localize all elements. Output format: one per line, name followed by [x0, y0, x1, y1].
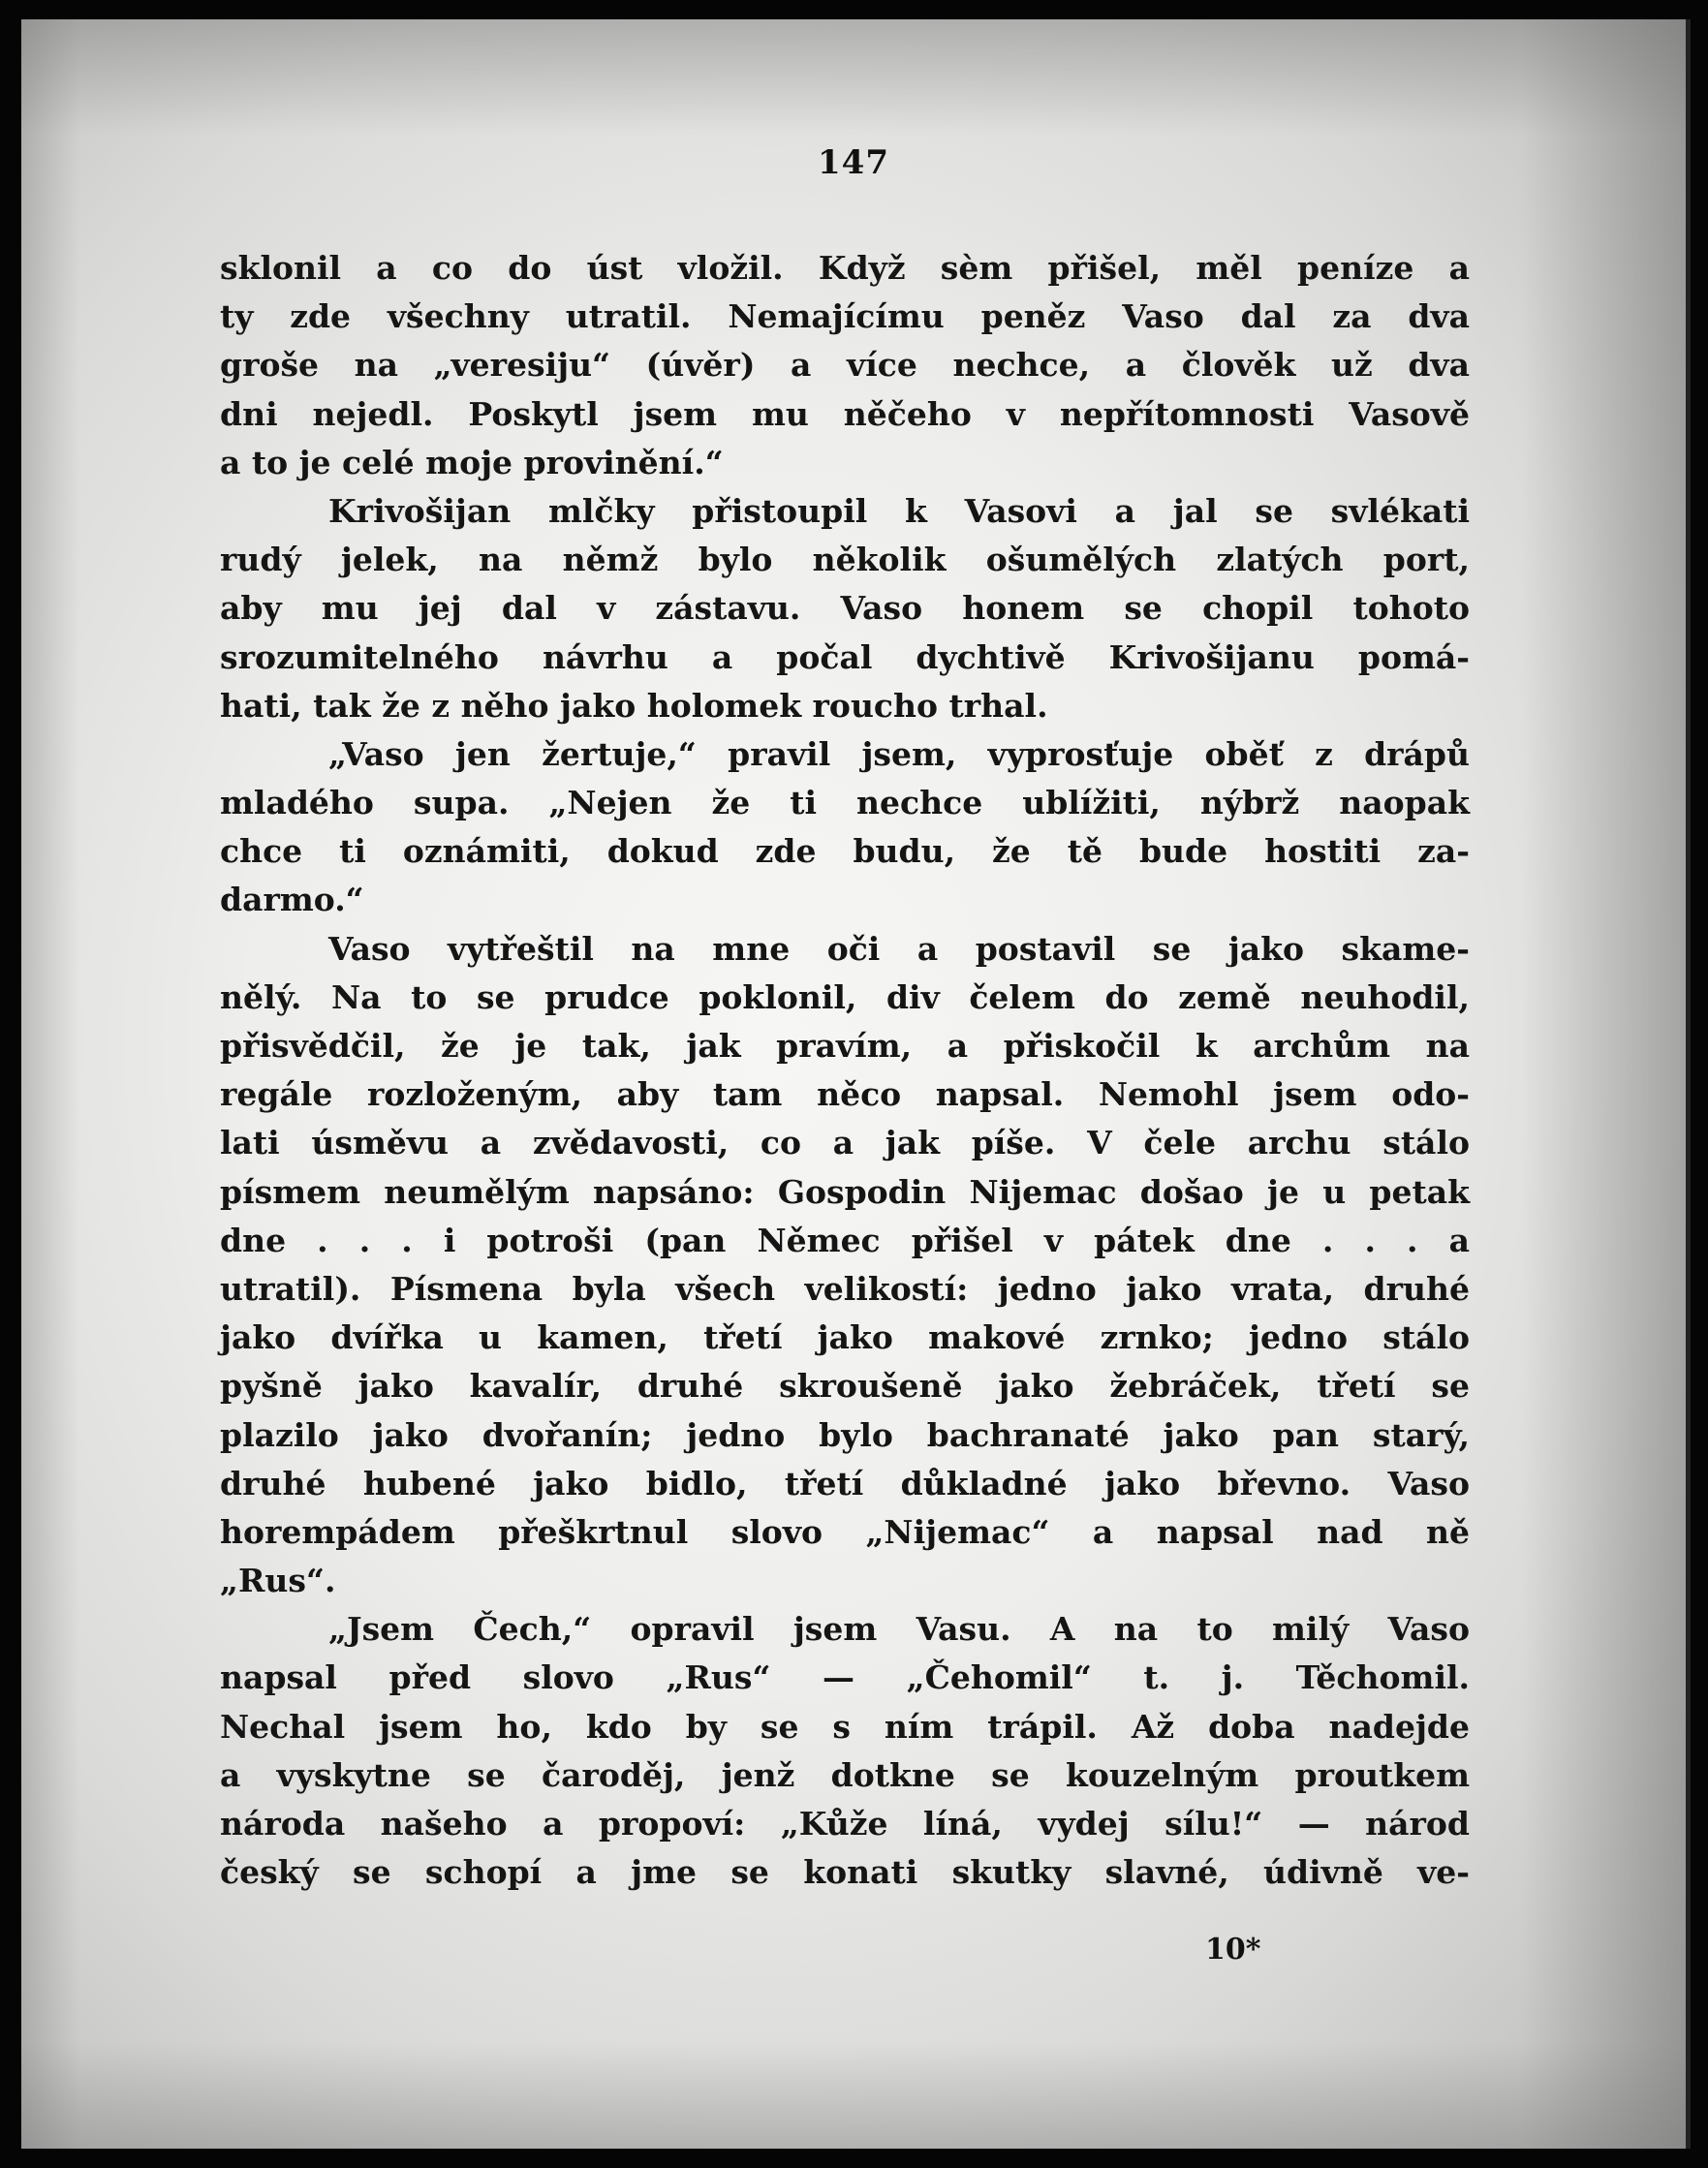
text-line: „Jsem Čech,“ opravil jsem Vasu. A na to milý Vaso	[328, 1610, 1470, 1649]
text-line: písmem neumělým napsáno: Gospodin Nijemac došao je u petak	[220, 1172, 1470, 1211]
text-line: Nechal jsem ho, kdo by se s ním trápil. Až doba nadejde	[220, 1707, 1470, 1746]
text-line: přisvědčil, že je tak, jak pravím, a přiskočil k archům na	[220, 1027, 1470, 1065]
text-line: dni nejedl. Poskytl jsem mu něčeho v nepřítomnosti Vasově	[220, 394, 1470, 433]
text-line: národa našeho a propoví: „Kůže líná, vydej sílu!“ — národ	[220, 1805, 1470, 1843]
page-shadow-bottom	[21, 2042, 1686, 2149]
page-shadow-top	[21, 19, 1686, 136]
text-line: jako dvířka u kamen, třetí jako makové zrnko; jedno stálo	[220, 1318, 1470, 1357]
text-line: druhé hubené jako bidlo, třetí důkladné jako břevno. Vaso	[220, 1464, 1470, 1502]
text-line: aby mu jej dal v zástavu. Vaso honem se chopil tohoto	[220, 589, 1470, 628]
text-line: plazilo jako dvořanín; jedno bylo bachranaté jako pan starý,	[220, 1415, 1470, 1454]
text-line: chce ti oznámiti, dokud zde budu, že tě bude hostiti za-	[220, 832, 1470, 871]
text-line: rudý jelek, na němž bylo několik ošumělých zlatých port,	[220, 541, 1470, 579]
text-line: hati, tak že z něho jako holomek roucho trhal.	[220, 686, 1048, 725]
text-line: utratil). Písmena byla všech velikostí: jedno jako vrata, druhé	[220, 1269, 1470, 1308]
body-text	[220, 244, 1470, 1897]
text-line: mladého supa. „Nejen že ti nechce ublížiti, nýbrž naopak	[220, 784, 1470, 822]
text-line: a to je celé moje provinění.“	[220, 443, 724, 481]
text-line: „Rus“.	[220, 1562, 336, 1600]
book-page	[21, 19, 1686, 2149]
text-line: nělý. Na to se prudce poklonil, div čelem do země neuhodil,	[220, 977, 1470, 1016]
scan-frame-edge	[1686, 19, 1691, 2149]
page-shadow-right	[1521, 19, 1686, 2149]
text-line: „Vaso jen žertuje,“ pravil jsem, vyprosťuje oběť z drápů	[328, 734, 1470, 773]
text-line: horempádem přeškrtnul slovo „Nijemac“ a napsal nad ně	[220, 1512, 1470, 1551]
page-shadow-left	[21, 19, 79, 2149]
text-line: dne . . . i potroši (pan Němec přišel v pátek dne . . . a	[220, 1221, 1470, 1259]
text-line: ty zde všechny utratil. Nemajícímu peněz Vaso dal za dva	[220, 297, 1470, 336]
text-line: Krivošijan mlčky přistoupil k Vasovi a jal se svlékati	[328, 491, 1470, 530]
page-number: 147	[818, 143, 889, 182]
text-line: Vaso vytřeštil na mne oči a postavil se jako skame-	[328, 929, 1470, 968]
text-line: regále rozloženým, aby tam něco napsal. Nemohl jsem odo-	[220, 1075, 1470, 1114]
text-line: lati úsměvu a zvědavosti, co a jak píše. V čele archu stálo	[220, 1124, 1470, 1162]
text-line: sklonil a co do úst vložil. Když sèm přišel, měl peníze a	[220, 249, 1470, 287]
text-line: napsal před slovo „Rus“ — „Čehomil“ t. j. Těchomil.	[220, 1658, 1470, 1697]
text-line: groše na „veresiju“ (úvěr) a více nechce, a člověk už dva	[220, 346, 1470, 385]
text-line: srozumitelného návrhu a počal dychtivě Krivošijanu pomá-	[220, 637, 1470, 676]
text-line: a vyskytne se čaroděj, jenž dotkne se kouzelným proutkem	[220, 1755, 1470, 1794]
text-line: darmo.“	[220, 881, 364, 919]
text-line: český se schopí a jme se konati skutky slavné, údivně ve-	[220, 1853, 1470, 1892]
signature-mark: 10*	[1205, 1933, 1261, 1967]
text-line: pyšně jako kavalír, druhé skroušeně jako žebráček, třetí se	[220, 1367, 1470, 1406]
